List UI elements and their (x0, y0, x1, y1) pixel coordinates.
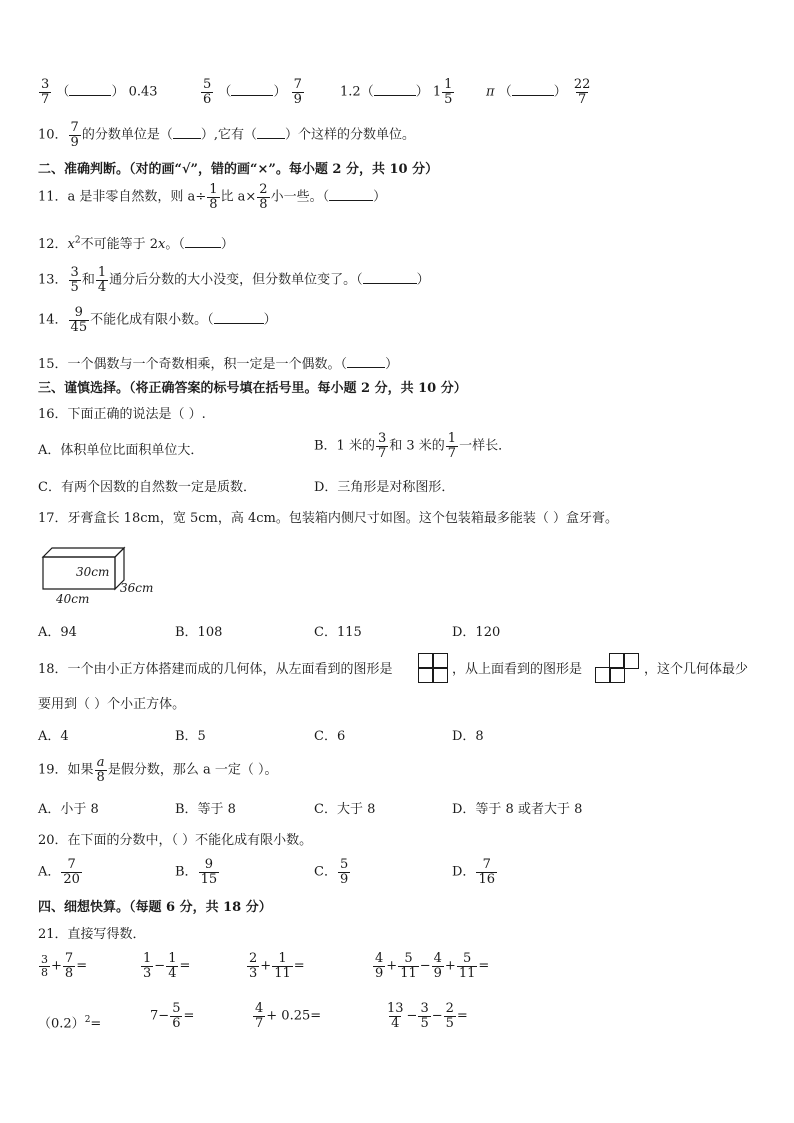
question-19-option-b[interactable]: B．等于 8 (175, 802, 236, 817)
answer-blank[interactable] (185, 236, 221, 248)
answer-blank[interactable] (512, 84, 554, 96)
question-13: 13． $\frac{3}{5}$ 和 $\frac{1}{4}$ 通分后分数的大小没变，但分数单位变了。（ ） (38, 265, 430, 295)
question-20-option-a[interactable]: A． $\frac{7}{20}$ (38, 857, 80, 887)
question-11: 11．a 是非零自然数，则 a÷ $\frac{1}{8}$ 比 a× $\frac{2}{8}$ 小一些。（ ） (38, 182, 387, 212)
question-17-option-c[interactable]: C．115 (314, 625, 362, 640)
answer-blank[interactable] (374, 84, 416, 96)
compare-item-c: 1.2（ ） 1 $\frac{1}{5}$ (340, 77, 453, 107)
compare-item-d: π （ ） $\frac{22}{7}$ (486, 77, 591, 107)
box-label-width: 36cm (120, 581, 154, 595)
calc-expression-4: $\frac{4}{9}$ + $\frac{5}{11}$ − $\frac{4}{9}$ + $\frac{5}{11}$ = (375, 951, 490, 981)
question-18-part3: ，这个几何体最少 (644, 662, 749, 677)
answer-blank[interactable] (257, 127, 285, 139)
question-21-stem: 21．直接写得数． (38, 927, 146, 942)
compare-item-b: $\frac{5}{6}$ （ ） $\frac{7}{9}$ (203, 77, 302, 107)
question-10: 10． $\frac{7}{9}$ 的分数单位是（ ）,它有（ ）个这样的分数单位。 (38, 120, 415, 150)
question-16-option-d[interactable]: D．三角形是对称图形． (314, 480, 455, 495)
question-18-part1: 18．一个由小正方体搭建而成的几何体，从左面看到的图形是 (38, 662, 393, 677)
question-17-option-d[interactable]: D．120 (452, 625, 501, 640)
calc-expression-1: $\frac{3}{8}$ + $\frac{7}{8}$ = (41, 951, 88, 981)
box-top-face (43, 548, 124, 557)
calc-expression-8: $\frac{13}{4}$ − $\frac{3}{5}$ − $\frac{2}{5}$ = (387, 1001, 468, 1031)
section-2-title: 二、准确判断。（对的画“√”，错的画“×”。每小题 2 分，共 10 分） (38, 162, 439, 177)
question-20-stem: 20．在下面的分数中，（ ）不能化成有限小数。 (38, 833, 313, 848)
top-view-grid-icon (595, 653, 641, 683)
question-19-option-a[interactable]: A．小于 8 (38, 802, 99, 817)
question-16-option-b[interactable]: B．1 米的 $\frac{3}{7}$ 和 3 米的 $\frac{1}{7}$ 一样长． (314, 431, 512, 461)
question-18-option-c[interactable]: C．6 (314, 729, 346, 744)
section-4-title: 四、细想快算。（每题 6 分，共 18 分） (38, 900, 272, 915)
box-label-height: 30cm (76, 565, 110, 579)
question-16-stem: 16．下面正确的说法是（ ）. (38, 407, 206, 422)
box-label-length: 40cm (56, 592, 90, 606)
question-14: 14． $\frac{9}{45}$ 不能化成有限小数。（ ） (38, 305, 277, 335)
question-18-option-b[interactable]: B．5 (175, 729, 206, 744)
question-17-option-a[interactable]: A．94 (38, 625, 77, 640)
question-18-line2: 要用到（ ）个小正方体。 (38, 697, 186, 712)
question-19-stem: 19．如果 $\frac{a}{8}$ 是假分数，那么 a 一定（ ）。 (38, 755, 278, 785)
compare-row: $\frac{3}{7}$ （ ） 0.43 (41, 77, 158, 107)
answer-blank[interactable] (214, 312, 264, 324)
question-18-part2: ，从上面看到的图形是 (452, 662, 583, 677)
question-17-option-b[interactable]: B．108 (175, 625, 223, 640)
question-15: 15．一个偶数与一个奇数相乘，积一定是一个偶数。（ ） (38, 357, 399, 372)
answer-blank[interactable] (329, 189, 373, 201)
question-16-option-a[interactable]: A．体积单位比面积单位大． (38, 443, 204, 458)
answer-blank[interactable] (231, 84, 273, 96)
left-view-grid-icon (418, 653, 448, 683)
calc-expression-7: $\frac{4}{7}$ + 0.25= (255, 1001, 322, 1031)
question-18-option-a[interactable]: A．4 (38, 729, 69, 744)
question-20-option-d[interactable]: D． $\frac{7}{16}$ (452, 857, 495, 887)
question-20-option-c[interactable]: C． $\frac{5}{9}$ (314, 857, 349, 887)
question-18-option-d[interactable]: D．8 (452, 729, 484, 744)
question-17-stem: 17．牙膏盒长 18cm，宽 5cm，高 4cm。包装箱内侧尺寸如图。这个包装箱最多能装（ ）盒牙膏。 (38, 511, 618, 526)
calc-expression-3: $\frac{2}{3}$ + $\frac{1}{11}$ = (249, 951, 305, 981)
answer-blank[interactable] (173, 127, 201, 139)
answer-blank[interactable] (363, 272, 417, 284)
calc-expression-5: $(0.2)^2=$ (38, 1015, 102, 1032)
question-16-option-c[interactable]: C．有两个因数的自然数一定是质数． (38, 480, 256, 495)
question-20-option-b[interactable]: B． $\frac{9}{15}$ (175, 857, 218, 887)
calc-expression-6: 7− $\frac{5}{6}$ = (150, 1001, 195, 1031)
answer-blank[interactable] (347, 356, 385, 368)
calc-expression-2: $\frac{1}{3}$ − $\frac{1}{4}$ = (143, 951, 191, 981)
question-19-option-d[interactable]: D．等于 8 或者大于 8 (452, 802, 583, 817)
answer-blank[interactable] (69, 84, 111, 96)
question-12: 12．$x^2$不可能等于 2x。（ ） (38, 235, 234, 252)
fraction: $\frac{3}{7}$ (41, 77, 50, 107)
section-3-title: 三、谨慎选择。（将正确答案的标号填在括号里。每小题 2 分，共 10 分） (38, 381, 467, 396)
question-19-option-c[interactable]: C．大于 8 (314, 802, 376, 817)
